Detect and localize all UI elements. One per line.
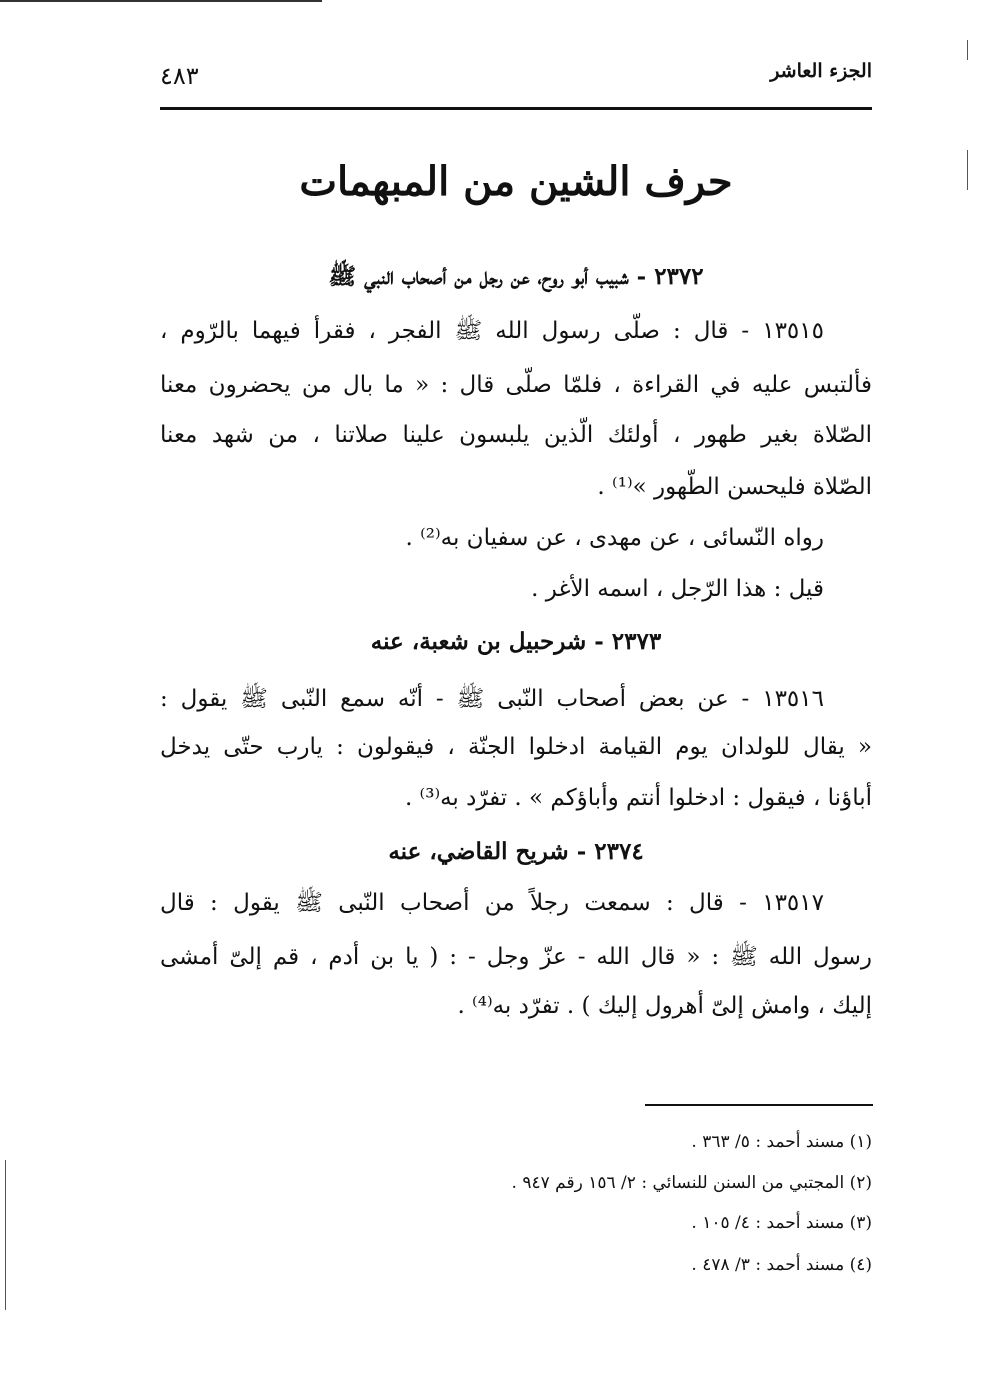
text-line: « يقال للولدان يوم القيامة ادخلوا الجنّة ، فيقولون : يارب حتّى يدخل bbox=[160, 734, 872, 760]
entry-heading: ٢٣٧٢ - شبيب أبو روح، عن رجل من أصحاب النبي ﷺ bbox=[328, 263, 704, 290]
footnote: (٤) مسند أحمد : ٣/ ٤٧٨ . bbox=[691, 1255, 872, 1275]
text-line: ١٣٥١٧ - قال : سمعت رجلاً من أصحاب النّبى ﷺ يقول : قال bbox=[160, 890, 824, 916]
header-rule bbox=[160, 107, 872, 110]
text-line: الصّلاة فليحسن الطّهور »⁽¹⁾ . bbox=[597, 474, 872, 500]
entry-heading: ٢٣٧٣ - شرحبيل بن شعبة، عنه bbox=[370, 628, 662, 655]
footnote-rule bbox=[645, 1104, 873, 1106]
page-header bbox=[160, 60, 872, 88]
text-line: الصّلاة بغير طهور ، أولئك الّذين يلبسون علينا صلاتنا ، من شهد معنا bbox=[160, 422, 872, 448]
text-line: أباؤنا ، فيقول : ادخلوا أنتم وأباؤكم » . تفرّد به⁽³⁾ . bbox=[404, 785, 872, 811]
text-line: ١٣٥١٦ - عن بعض أصحاب النّبى ﷺ - أنّه سمع النّبى ﷺ يقول : bbox=[160, 686, 824, 712]
text-line: فألتبس عليه في القراءة ، فلمّا صلّى قال : « ما بال من يحضرون معنا bbox=[160, 372, 872, 398]
page-number: ٤٨٣ bbox=[160, 62, 199, 90]
text-line: ١٣٥١٥ - قال : صلّى رسول الله ﷺ الفجر ، فقرأ فيهما بالرّوم ، bbox=[160, 318, 824, 344]
text-line: إليك ، وامش إلىّ أهرول إليك ) . تفرّد به⁽⁴⁾ . bbox=[457, 993, 872, 1019]
scan-edge-mark bbox=[967, 150, 968, 190]
entry-heading: ٢٣٧٤ - شريح القاضي، عنه bbox=[388, 838, 644, 865]
footnote: (١) مسند أحمد : ٥/ ٣٦٣ . bbox=[691, 1132, 872, 1152]
scan-top-line bbox=[0, 0, 322, 2]
running-head: الجزء العاشر bbox=[770, 60, 872, 82]
footnote: (٢) المجتبي من السنن للنسائي : ٢/ ١٥٦ رقم ٩٤٧ . bbox=[511, 1173, 872, 1193]
scan-edge-mark bbox=[5, 1160, 6, 1310]
text-line: رسول الله ﷺ : « قال الله - عزّ وجل - : ( يا بن أدم ، قم إلىّ أمشى bbox=[160, 944, 872, 970]
text-line: قيل : هذا الرّجل ، اسمه الأغر . bbox=[531, 576, 824, 602]
scan-edge-mark bbox=[967, 40, 968, 60]
text-line: رواه النّسائى ، عن مهدى ، عن سفيان به⁽²⁾ . bbox=[405, 525, 824, 551]
section-title: حرف الشين من المبهمات bbox=[299, 158, 733, 205]
footnote: (٣) مسند أحمد : ٤/ ١٠٥ . bbox=[691, 1213, 872, 1233]
